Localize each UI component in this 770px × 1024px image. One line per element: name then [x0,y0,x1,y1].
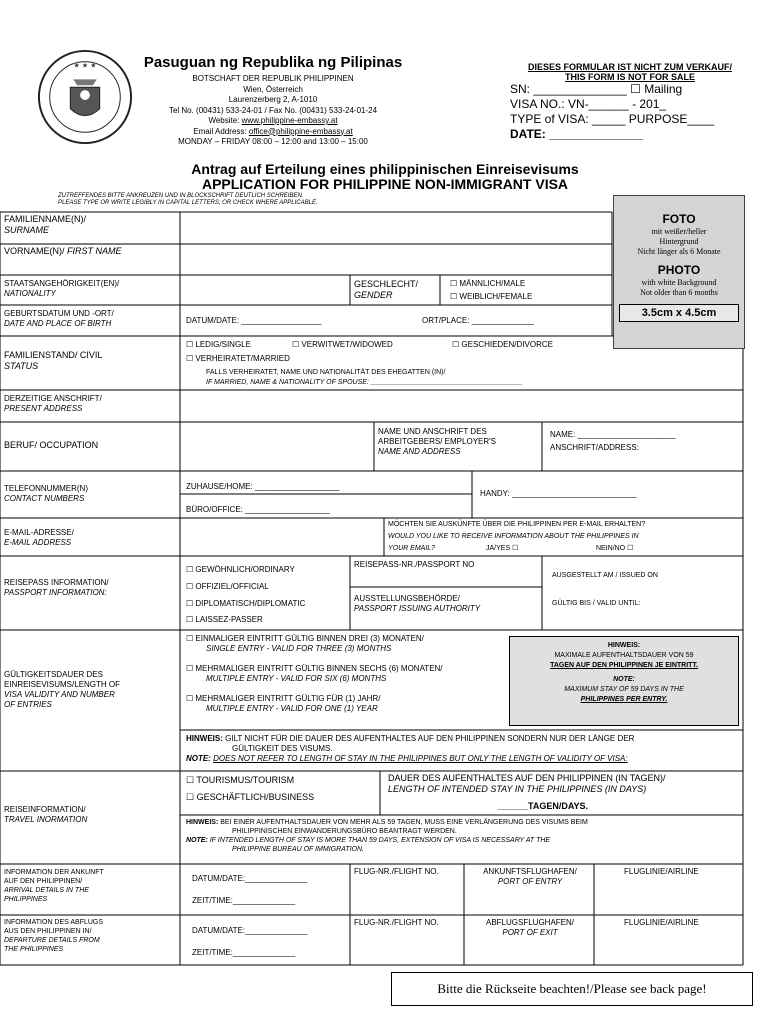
civil-status-label-de: FAMILIENSTAND/ CIVIL [4,350,103,360]
first-name-input[interactable] [182,246,610,273]
first-name-label-de: VORNAME(N)/ [4,246,67,256]
office-phone-field[interactable]: BÜRO/OFFICE: ___________________ [186,505,330,514]
single-entry-en: SINGLE ENTRY - VALID FOR THREE (3) MONTHS [206,644,392,653]
stay-length-label [388,773,740,795]
civil-married-checkbox[interactable]: ☐ VERHEIRATET/MARRIED [186,354,290,363]
office-date-field[interactable]: DATE: ______________ [510,127,643,141]
email-no-checkbox[interactable]: NEIN/NO ☐ [596,545,634,552]
notice-en: THIS FORM IS NOT FOR SALE [565,72,695,82]
embassy-title: Pasuguan ng Republika ng Pilipinas [143,54,403,71]
departure-flight-field[interactable]: FLUG-NR./FLIGHT NO. [354,918,439,927]
address-label-de: DERZEITIGE ANSCHRIFT/ [4,394,102,403]
home-phone-field[interactable]: ZUHAUSE/HOME: ___________________ [186,482,340,491]
arrival-label-2: AUF DEN PHILIPPINEN/ [4,878,83,885]
photo-note-de2: Hintergrund [659,237,699,246]
employer-label-en: NAME AND ADDRESS [378,447,461,456]
multi-1y-en: MULTIPLE ENTRY - VALID FOR ONE (1) YEAR [206,704,378,713]
departure-label [4,918,103,954]
instructions-de: ZUTREFFENDES BITTE ANKREUZEN UND IN BLOCKSCHRIFT DEUTLICH SCHREIBEN. [58,193,304,199]
passport-number-field[interactable]: REISEPASS-NR./PASSPORT NO [354,560,475,569]
authority-label-en: PASSPORT ISSUING AUTHORITY [354,604,481,613]
arrival-port-en: PORT OF ENTRY [497,877,563,886]
email-question-en: WOULD YOU LIKE TO RECEIVE INFORMATION ABOUT THE PHILIPPINES IN [388,533,639,540]
visa-type-field[interactable]: TYPE of VISA: _____ PURPOSE____ [510,112,715,126]
arrival-airline-field[interactable]: FLUGLINIE/AIRLINE [624,867,699,876]
photo-note-en2: Not older than 6 months [640,288,718,297]
nationality-input[interactable] [182,277,348,303]
validity-label [4,670,120,710]
passport-laissez-checkbox[interactable]: ☐ LAISSEZ-PASSER [186,615,263,624]
hinweis3-de1: BEI EINER AUFENTHALTSDAUER VON MEHR ALS 59 TAGEN, MUSS EINE VERLÄNGERUNG DES VISUMS BEIM [220,819,588,826]
embassy-street: Laurenzerberg 2, A-1010 [228,95,318,104]
passport-label-en: PASSPORT INFORMATION: [4,588,107,597]
validity-hinweis [186,734,738,764]
address-input[interactable] [182,392,740,420]
spouse-field[interactable]: IF MARRIED, NAME & NATIONALITY OF SPOUSE: _______________________________________ [206,379,523,386]
passport-valid-field[interactable]: GÜLTIG BIS / VALID UNTIL: [552,600,641,607]
departure-port-en: PORT OF EXIT [502,928,558,937]
note-line1: MAXIMUM STAY OF 59 DAYS IN THE [564,686,684,693]
civil-divorced-checkbox[interactable]: ☐ GESCHIEDEN/DIVORCE [452,340,553,349]
note3-label: NOTE: [186,837,208,844]
travel-label [4,805,87,825]
departure-label-4: THE PHILIPPINES [4,946,64,953]
passport-ordinary-checkbox[interactable]: ☐ GEWÖHNLICH/ORDINARY [186,565,295,574]
website-link[interactable]: www.philippine-embassy.at [241,116,338,125]
departure-port-de: ABFLUGSFLUGHAFEN/ [485,918,574,927]
hinweis-line1: MAXIMALE AUFENTHALTSDAUER VON 59 [554,652,694,659]
departure-label-1: INFORMATION DES ABFLUGS [4,919,104,926]
stay-length-de: DAUER DES AUFENTHALTES AUF DEN PHILIPPINEN (IN TAGEN)/ [388,773,666,783]
nationality-label-de: STAATSANGEHÖRIGKEIT(EN)/ [4,279,120,288]
hinweis3-de2: PHILIPPINISCHEN EINWANDERUNGSBÜRO BEANTRAGT WERDEN. [232,828,457,835]
arrival-date-field[interactable]: DATUM/DATE:______________ [192,874,308,883]
surname-label [4,214,86,236]
validity-label-de: GÜLTIGKEITSDAUER DES [4,670,103,679]
email-yes-checkbox[interactable]: JA/YES ☐ [486,545,519,552]
email-link[interactable]: office@philippine-embassy.at [248,126,353,136]
title-de: Antrag auf Erteilung eines philippinischen Einreisevisums [191,161,579,177]
photo-title-de: FOTO [662,212,696,226]
svg-text:★ ★ ★: ★ ★ ★ [73,61,97,70]
first-name-label-en: FIRST NAME [67,246,122,256]
nationality-label [4,279,119,299]
occupation-input[interactable] [182,424,372,469]
departure-airline-field[interactable]: FLUGLINIE/AIRLINE [624,918,699,927]
employer-name-field[interactable]: NAME: ______________________ [550,430,676,439]
note3-en1: IF INTENDED LENGTH OF STAY IS MORE THAN 59 DAYS, EXTENSION OF VISA IS NECESSARY AT THE [209,837,551,844]
validity-label-en2: OF ENTRIES [4,700,52,709]
validity-label-de2: EINREISEVISUMS/LENGTH OF [4,680,121,689]
authority-label-de: AUSSTELLUNGSBEHÖRDE/ [354,594,460,603]
travel-label-de: REISEINFORMATION/ [4,805,86,814]
employer-address-field[interactable]: ANSCHRIFT/ADDRESS: [550,443,639,452]
arrival-label-1: INFORMATION DER ANKUNFT [4,869,104,876]
note2-en: DOES NOT REFER TO LENGTH OF STAY IN THE PHILIPPINES BUT ONLY THE LENGTH OF VALIDITY OF VISA: [213,754,628,763]
embassy-city: Wien, Österreich [243,84,303,94]
gender-female-checkbox[interactable]: ☐ WEIBLICH/FEMALE [450,292,533,301]
travel-label-en: TRAVEL INORMATION [4,815,88,824]
passport-issued-field[interactable]: AUSGESTELLT AM / ISSUED ON [552,572,658,579]
employer-label [378,427,496,457]
arrival-time-field[interactable]: ZEIT/TIME:______________ [192,896,296,905]
arrival-label-4: PHILIPPINES [4,896,48,903]
gender-male-checkbox[interactable]: ☐ MÄNNLICH/MALE [450,279,526,288]
multi-6m-en: MULTIPLE ENTRY - VALID FOR SIX (6) MONTHS [206,674,387,683]
note-line2: PHILIPPINES PER ENTRY. [580,696,668,703]
mobile-phone-field[interactable]: HANDY: ____________________________ [480,489,637,498]
email-address-label [4,528,74,548]
website-label: Website: [208,116,242,125]
photo-note-en1: with white Background [641,278,717,287]
embassy-name: BOTSCHAFT DER REPUBLIK PHILIPPINEN [192,74,354,83]
stay-days-field[interactable]: ______TAGEN/DAYS. [498,801,589,811]
contact-label-en: CONTACT NUMBERS [4,494,85,503]
email-question-en2: YOUR EMAIL? [388,545,436,552]
first-name-label [4,246,178,257]
email-label: Email Address: [193,126,249,136]
note3-en2: PHILIPPINE BUREAU OF IMMIGRATION. [232,846,364,853]
employer-label-de2: ARBEITGEBERS/ EMPLOYER'S [378,437,497,446]
nationality-label-en: NATIONALITY [4,289,56,298]
departure-label-2: AUS DEN PHILIPPINEN IN/ [4,928,92,935]
passport-diplomatic-checkbox[interactable]: ☐ DIPLOMATISCH/DIPLOMATIC [186,599,306,608]
hinweis3-label: HINWEIS: [186,819,219,826]
civil-status-label [4,350,102,372]
instructions-en: PLEASE TYPE OR WRITE LEGIBLY IN CAPITAL LETTERS, OR CHECK WHERE APPLICABLE. [58,200,318,206]
photo-size: 3.5cm x 4.5cm [619,304,739,322]
arrival-flight-field[interactable]: FLUG-NR./FLIGHT NO. [354,867,439,876]
gender-label-en: GENDER [354,290,393,300]
email-label-de: E-MAIL-ADRESSE/ [4,528,74,537]
hinweis2-label: HINWEIS: [186,734,223,743]
email-question-de: MÖCHTEN SIE AUSKÜNFTE ÜBER DIE PHILIPPINEN PER E-MAIL ERHALTEN? [388,521,646,528]
embassy-phone: Tel No. (00431) 533-24-01 / Fax No. (00431) 533-24-01-24 [168,105,378,115]
surname-label-de: FAMILIENNAME(N)/ [4,214,87,224]
arrival-port-field[interactable] [470,867,590,887]
civil-single-checkbox[interactable]: ☐ LEDIG/SINGLE [186,340,251,349]
visa-no-field[interactable]: VISA NO.: VN-______ - 201_ [510,97,667,111]
email-input[interactable] [182,520,382,554]
civil-status-label-en: STATUS [4,361,39,371]
surname-input[interactable] [182,214,610,242]
validity-label-en: VISA VALIDITY AND NUMBER [4,690,115,699]
arrival-label [4,868,104,904]
surname-label-en: SURNAME [4,225,50,235]
birth-label [4,309,114,329]
multi-entry-6m-checkbox[interactable] [186,664,443,684]
birth-label-de: GEBURTSDATUM UND -ORT/ [4,309,114,318]
email-label-en: E-MAIL ADDRESS [4,538,72,547]
photo-box[interactable] [613,195,745,349]
notice-de: DIESES FORMULAR IST NICHT ZUM VERKAUF/ [528,62,732,72]
departure-port-field[interactable] [470,918,590,938]
civil-widowed-checkbox[interactable]: ☐ VERWITWET/WIDOWED [292,340,393,349]
spouse-note-de: FALLS VERHEIRATET, NAME UND NATIONALITÄT DES EHEGATTEN (IN)/ [206,369,446,376]
max-stay-notice [509,636,739,726]
hinweis-title: HINWEIS: [607,642,641,649]
passport-label-de: REISEPASS INFORMATION/ [4,578,109,587]
arrival-label-3: ARRIVAL DETAILS IN THE [4,887,89,894]
hinweis-line2: TAGEN AUF DEN PHILIPPINEN JE EINTRITT. [550,662,698,669]
photo-note-de3: Nicht länger als 6 Monate [637,247,721,256]
multi-1y-de: ☐ MEHRMALIGER EINTRITT GÜLTIG FÜR (1) JAHR/ [186,694,381,703]
photo-note-de1: mit weißer/heller [651,227,707,236]
multi-entry-1y-checkbox[interactable] [186,694,380,714]
office-hours: MONDAY – FRIDAY 08:00 – 12:00 and 13:00 – 15:00 [178,137,368,146]
departure-label-3: DEPARTURE DETAILS FROM [4,937,100,944]
back-page-note: Bitte die Rückseite beachten!/Please see back page! [391,972,753,1006]
sn-field[interactable]: SN: ______________ ☐ Mailing [510,82,683,96]
birth-date-field[interactable]: DATUM/DATE: __________________ [186,316,322,325]
gender-label-de: GESCHLECHT/ [354,279,419,289]
departure-time-field[interactable]: ZEIT/TIME:______________ [192,948,296,957]
hinweis2-de2: GÜLTIGKEIT DES VISUMS. [232,744,333,753]
multi-6m-de: ☐ MEHRMALIGER EINTRITT GÜLTIG BINNEN SECHS (6) MONATEN/ [186,664,443,673]
photo-title-en: PHOTO [657,263,701,277]
hinweis2-de1: GILT NICHT FÜR DIE DAUER DES AUFENTHALTES AUF DEN PHILIPPINEN SONDERN NUR DER LÄNGE DER [225,734,635,743]
single-entry-de: ☐ EINMALIGER EINTRITT GÜLTIG BINNEN DREI (3) MONATEN/ [186,634,424,643]
purpose-business-checkbox[interactable]: ☐ GESCHÄFTLICH/BUSINESS [186,792,315,802]
birth-label-en: DATE AND PLACE OF BIRTH [4,319,112,328]
note2-label: NOTE: [186,754,211,763]
passport-authority-label[interactable] [354,594,480,614]
passport-official-checkbox[interactable]: ☐ OFFIZIEL/OFFICIAL [186,582,269,591]
occupation-label: BERUF/ OCCUPATION [4,440,99,450]
title-en: APPLICATION FOR PHILIPPINE NON-IMMIGRANT VISA [201,176,569,192]
gender-label [354,279,418,301]
arrival-port-de: ANKUNFTSFLUGHAFEN/ [483,867,577,876]
single-entry-checkbox[interactable] [186,634,424,654]
address-label-en: PRESENT ADDRESS [4,404,83,413]
purpose-tourism-checkbox[interactable]: ☐ TOURISMUS/TOURISM [186,775,295,785]
departure-date-field[interactable]: DATUM/DATE:______________ [192,926,308,935]
stay-length-en: LENGTH OF INTENDED STAY IN THE PHILIPPINES (IN DAYS) [388,784,647,794]
employer-label-de: NAME UND ANSCHRIFT DES [378,427,487,436]
address-label [4,394,102,414]
note-title: NOTE: [613,676,635,683]
contact-label [4,484,88,504]
contact-label-de: TELEFONNUMMER(N) [4,484,88,493]
birth-place-field[interactable]: ORT/PLACE: ______________ [422,316,534,325]
extension-hinweis [186,818,738,854]
passport-label [4,578,109,598]
